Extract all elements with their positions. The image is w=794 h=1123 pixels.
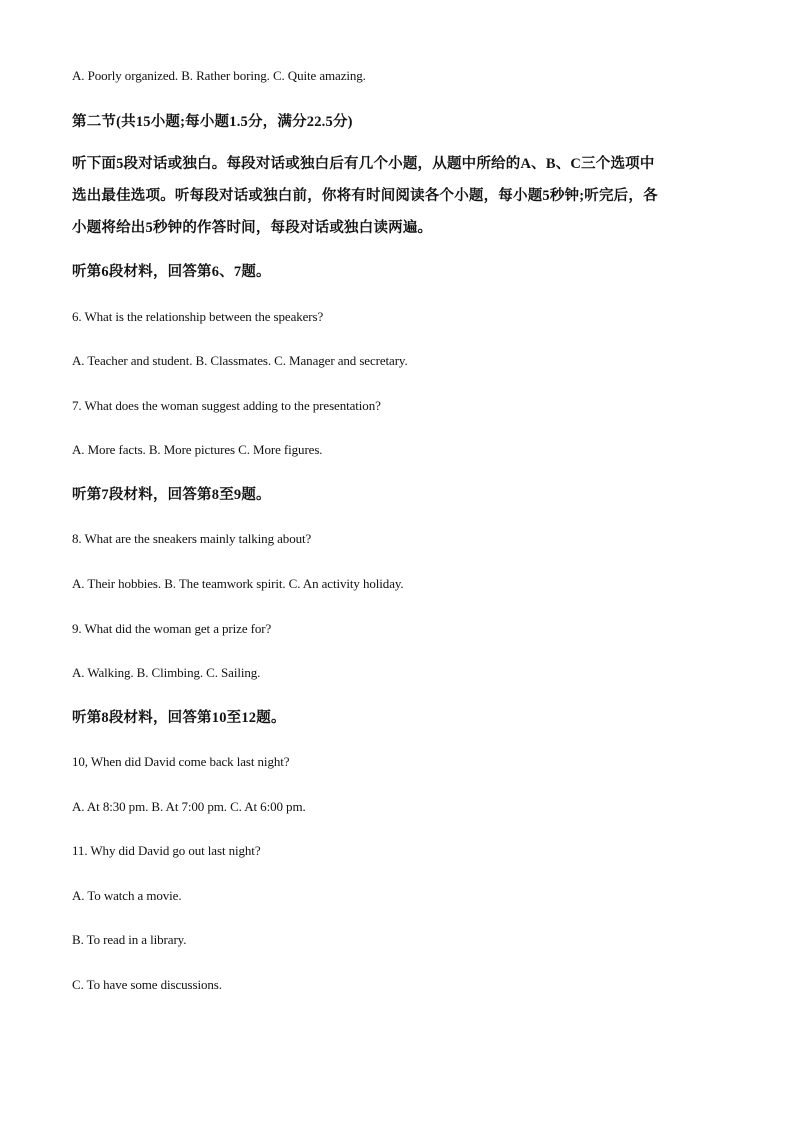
instructions-line-2: 选出最佳选项。听每段对话或独白前，你将有时间阅读各个小题，每小题5秒钟;听完后，各 bbox=[72, 188, 658, 204]
question-9-options: A. Walking. B. Climbing. C. Sailing. bbox=[72, 665, 261, 680]
section1-last-options: A. Poorly organized. B. Rather boring. C. Quite amazing. bbox=[72, 68, 366, 83]
instructions-line-3: 小题将给出5秒钟的作答时间，每段对话或独白读两遍。 bbox=[72, 220, 433, 236]
question-7-options: A. More facts. B. More pictures C. More figures. bbox=[72, 442, 323, 457]
group-heading-7: 听第7段材料，回答第8至9题。 bbox=[72, 487, 271, 503]
question-6-options: A. Teacher and student. B. Classmates. C. Manager and secretary. bbox=[72, 353, 408, 368]
question-11: 11. Why did David go out last night? bbox=[72, 843, 261, 858]
question-7: 7. What does the woman suggest adding to the presentation? bbox=[72, 398, 381, 413]
question-11-option-c: C. To have some discussions. bbox=[72, 977, 222, 992]
question-8-options: A. Their hobbies. B. The teamwork spirit. C. An activity holiday. bbox=[72, 576, 404, 591]
question-11-option-a: A. To watch a movie. bbox=[72, 888, 182, 903]
question-11-option-b: B. To read in a library. bbox=[72, 932, 187, 947]
question-9: 9. What did the woman get a prize for? bbox=[72, 621, 272, 636]
section2-header: 第二节(共15小题;每小题1.5分，满分22.5分) bbox=[72, 114, 353, 130]
question-10: 10, When did David come back last night? bbox=[72, 754, 290, 769]
question-6: 6. What is the relationship between the speakers? bbox=[72, 309, 324, 324]
instructions-line-1: 听下面5段对话或独白。每段对话或独白后有几个小题，从题中所给的A、B、C三个选项中 bbox=[72, 156, 655, 172]
group-heading-6: 听第6段材料，回答第6、7题。 bbox=[72, 264, 271, 280]
question-8: 8. What are the sneakers mainly talking about? bbox=[72, 531, 312, 546]
group-heading-8: 听第8段材料，回答第10至12题。 bbox=[72, 710, 286, 726]
question-10-options: A. At 8:30 pm. B. At 7:00 pm. C. At 6:00 pm. bbox=[72, 799, 306, 814]
